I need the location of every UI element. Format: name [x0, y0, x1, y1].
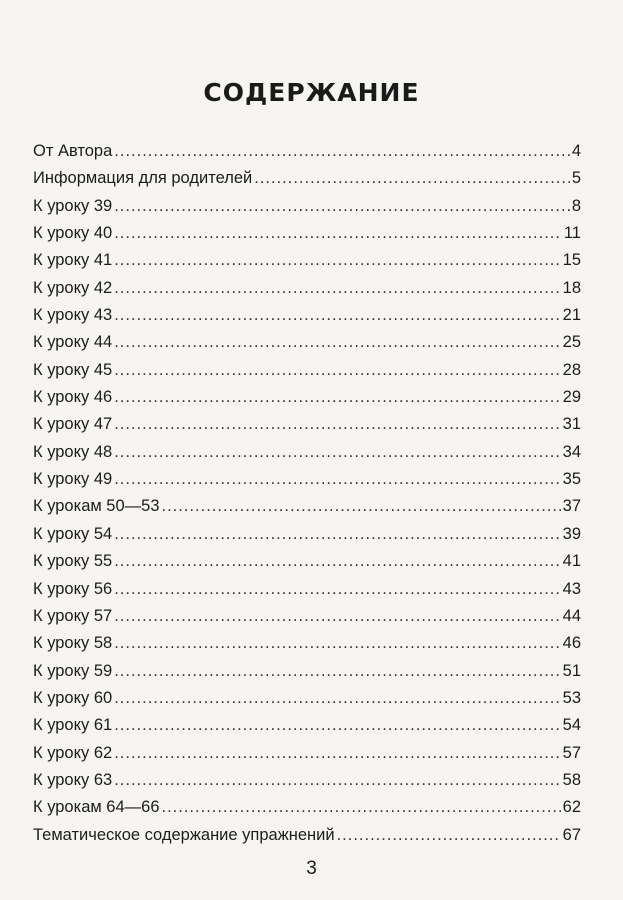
toc-entry-label: К уроку 54 — [33, 524, 113, 543]
toc-leader-dots — [162, 794, 561, 821]
toc-entry — [33, 548, 581, 575]
toc-entry — [33, 493, 581, 520]
toc-entry-page: 18 — [562, 278, 581, 297]
table-of-contents — [33, 138, 581, 849]
toc-leader-dots — [114, 193, 570, 220]
toc-leader-dots — [114, 603, 560, 630]
toc-entry-label: К уроку 60 — [33, 688, 113, 707]
toc-entry-label: К уроку 55 — [33, 552, 113, 571]
toc-entry-page: 5 — [571, 169, 581, 188]
toc-entry-label: К уроку 63 — [33, 770, 113, 789]
toc-entry-page: 34 — [562, 442, 581, 461]
toc-entry-label: К уроку 40 — [33, 224, 113, 243]
toc-entry-label: К урокам 50—53 — [33, 497, 160, 516]
toc-leader-dots — [114, 302, 560, 329]
toc-entry — [33, 357, 581, 384]
toc-leader-dots — [162, 493, 561, 520]
toc-entry-page: 46 — [562, 634, 581, 653]
toc-entry — [33, 329, 581, 356]
toc-entry-label: От Автора — [33, 142, 113, 160]
toc-entry-page: 57 — [562, 743, 581, 762]
toc-entry-page: 11 — [563, 224, 581, 243]
toc-leader-dots — [114, 685, 560, 712]
toc-entry — [33, 411, 581, 438]
toc-leader-dots — [254, 165, 570, 192]
toc-leader-dots — [114, 548, 560, 575]
toc-entry-page: 54 — [562, 716, 581, 735]
toc-leader-dots — [114, 712, 560, 739]
toc-leader-dots — [114, 275, 560, 302]
toc-leader-dots — [114, 329, 560, 356]
toc-entry-page: 4 — [571, 142, 581, 160]
toc-entry-label: К уроку 45 — [33, 360, 113, 379]
toc-entry — [33, 275, 581, 302]
toc-entry-page: 29 — [562, 388, 581, 407]
toc-entry-label: К уроку 44 — [33, 333, 113, 352]
toc-entry-label: К уроку 58 — [33, 634, 113, 653]
toc-leader-dots — [114, 247, 560, 274]
toc-entry-page: 21 — [562, 306, 581, 325]
toc-leader-dots — [114, 411, 560, 438]
toc-leader-dots — [114, 740, 560, 767]
toc-leader-dots — [114, 439, 560, 466]
toc-entry — [33, 384, 581, 411]
toc-entry-label: К уроку 41 — [33, 251, 113, 270]
toc-entry-page: 41 — [562, 552, 581, 571]
toc-entry-label: К уроку 39 — [33, 196, 113, 215]
toc-entry-label: К уроку 42 — [33, 278, 113, 297]
toc-entry-page: 51 — [562, 661, 581, 680]
toc-entry — [33, 822, 581, 849]
toc-entry-label: К уроку 57 — [33, 606, 113, 625]
toc-entry — [33, 740, 581, 767]
toc-entry — [33, 794, 581, 821]
toc-entry — [33, 165, 581, 192]
toc-entry-label: К уроку 56 — [33, 579, 113, 598]
toc-entry — [33, 712, 581, 739]
toc-leader-dots — [114, 658, 560, 685]
toc-entry-label: К уроку 48 — [33, 442, 113, 461]
toc-entry-label: К уроку 46 — [33, 388, 113, 407]
toc-leader-dots — [337, 822, 561, 849]
page-number: 3 — [306, 858, 317, 879]
toc-entry — [33, 576, 581, 603]
toc-entry — [33, 302, 581, 329]
toc-entry-page: 67 — [562, 825, 581, 844]
toc-leader-dots — [114, 220, 562, 247]
toc-leader-dots — [114, 357, 560, 384]
page-title: СОДЕРЖАНИЕ — [203, 78, 420, 107]
toc-entry — [33, 767, 581, 794]
toc-leader-dots — [114, 138, 570, 165]
toc-entry-page: 15 — [562, 251, 581, 270]
toc-entry-label: К уроку 61 — [33, 716, 113, 735]
toc-entry-page: 28 — [562, 360, 581, 379]
toc-entry-label: К уроку 62 — [33, 743, 113, 762]
toc-leader-dots — [114, 466, 560, 493]
toc-entry — [33, 466, 581, 493]
toc-entry — [33, 138, 581, 165]
toc-entry-label: Тематическое содержание упражнений — [33, 825, 335, 844]
toc-entry — [33, 521, 581, 548]
toc-leader-dots — [114, 384, 560, 411]
toc-entry-label: К уроку 43 — [33, 306, 113, 325]
toc-entry-label: К уроку 47 — [33, 415, 113, 434]
toc-entry-label: К урокам 64—66 — [33, 798, 160, 817]
toc-entry-label: Информация для родителей — [33, 169, 253, 188]
toc-entry — [33, 603, 581, 630]
toc-entry-page: 58 — [562, 770, 581, 789]
toc-entry — [33, 685, 581, 712]
toc-entry-page: 53 — [562, 688, 581, 707]
toc-entry-page: 8 — [571, 196, 581, 215]
toc-entry-page: 62 — [562, 798, 581, 817]
toc-entry — [33, 193, 581, 220]
toc-entry-page: 25 — [562, 333, 581, 352]
toc-entry-page: 44 — [562, 606, 581, 625]
toc-entry-page: 31 — [562, 415, 581, 434]
toc-entry — [33, 439, 581, 466]
toc-entry — [33, 220, 581, 247]
toc-entry-page: 37 — [562, 497, 581, 516]
toc-entry — [33, 658, 581, 685]
toc-leader-dots — [114, 521, 560, 548]
toc-entry-label: К уроку 49 — [33, 470, 113, 489]
toc-entry-page: 39 — [562, 524, 581, 543]
toc-entry-label: К уроку 59 — [33, 661, 113, 680]
toc-entry — [33, 630, 581, 657]
toc-entry-page: 43 — [562, 579, 581, 598]
toc-leader-dots — [114, 630, 560, 657]
toc-leader-dots — [114, 576, 560, 603]
toc-leader-dots — [114, 767, 560, 794]
toc-entry — [33, 247, 581, 274]
toc-entry-page: 35 — [562, 470, 581, 489]
